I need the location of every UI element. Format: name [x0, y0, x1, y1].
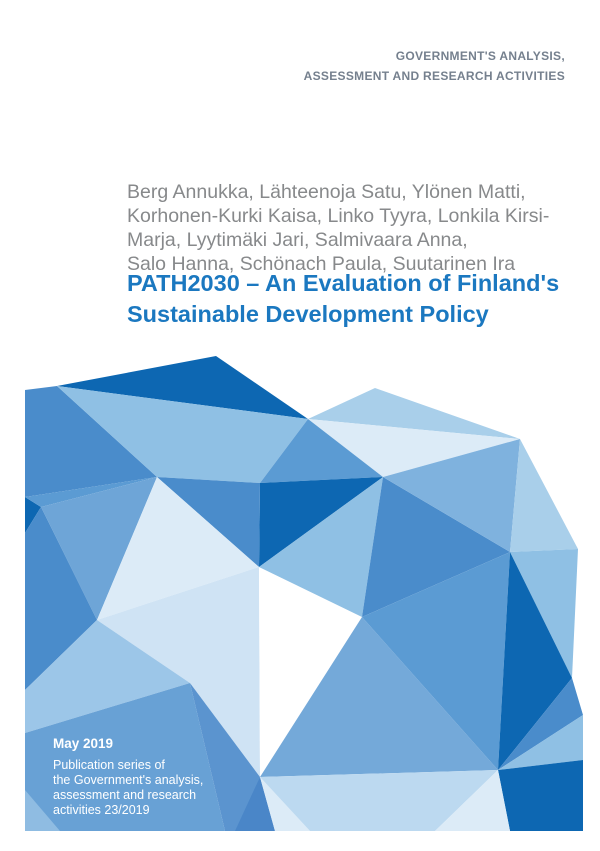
- author-line: Salo Hanna, Schönach Paula, Suutarinen Ira: [127, 253, 516, 275]
- author-line: Korhonen-Kurki Kaisa, Linko Tyyra, Lonkila Kirsi-: [127, 205, 550, 227]
- publication-series: [53, 758, 203, 818]
- publication-info: [53, 736, 203, 818]
- author-line: Marja, Lyytimäki Jari, Salmivaara Anna,: [127, 229, 468, 251]
- author-list: [127, 180, 587, 276]
- publication-series-line: Publication series of: [53, 758, 165, 772]
- report-title: [127, 268, 587, 330]
- author-line: Berg Annukka, Lähteenoja Satu, Ylönen Matti,: [127, 181, 526, 203]
- publisher-header-line1: GOVERNMENT'S ANALYSIS,: [395, 49, 565, 63]
- artwork-face-dark-bottom-corner: [498, 760, 583, 831]
- publisher-header-line2: ASSESSMENT AND RESEARCH ACTIVITIES: [303, 69, 565, 83]
- report-title-line1: PATH2030 – An Evaluation of Finland's: [127, 270, 560, 296]
- report-title-line2: Sustainable Development Policy: [127, 301, 489, 327]
- publication-series-line: the Government's analysis,: [53, 773, 204, 787]
- publisher-header: [304, 46, 565, 86]
- publication-date: May 2019: [53, 736, 114, 751]
- artwork-face-right-slope-light: [510, 439, 578, 552]
- publication-series-line: activities 23/2019: [53, 803, 150, 817]
- publication-series-line: assessment and research: [53, 788, 197, 802]
